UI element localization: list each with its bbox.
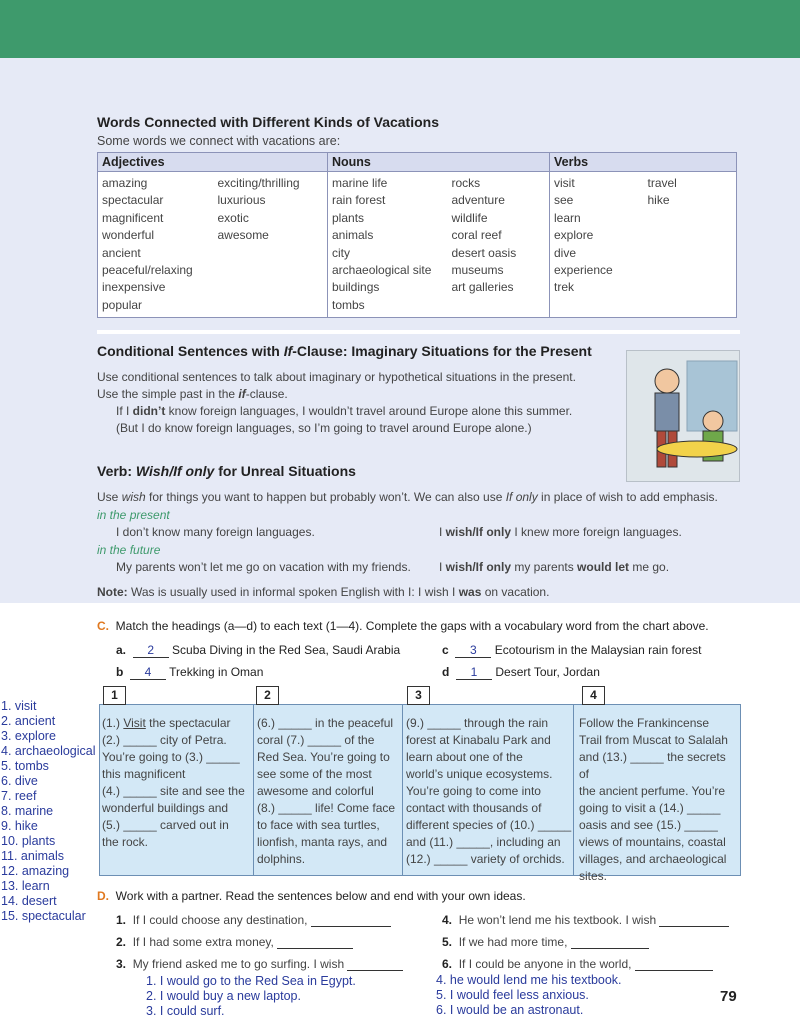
text-number-4: 4 — [582, 686, 605, 705]
handwritten-answers-list: 1. visit 2. ancient 3. explore 4. archaeological 5. tombs 6. dive 7. reef 8. marine 9. hike 10. plants 11. animals 12. amazing 13. learn 14. desert 15. spectacular — [1, 699, 96, 923]
top-banner — [0, 0, 800, 58]
vocab-table — [97, 152, 737, 318]
vocab-title: Words Connected with Different Kinds of Vacations — [97, 114, 439, 130]
wish-line-1: Use wish for things you want to happen but probably won’t. We can also use If only in place of wish to add emphasis. — [97, 490, 718, 504]
future-example-right: I wish/If only my parents would let me go. — [439, 560, 670, 574]
sentence-6: 6. If I could be anyone in the world, — [442, 957, 713, 971]
conditional-example-1: If I didn’t know foreign languages, I wouldn’t travel around Europe alone this summer. — [116, 404, 573, 418]
illustration-travelers — [626, 350, 740, 482]
section-divider — [97, 330, 740, 334]
header-adjectives: Adjectives — [98, 153, 328, 172]
future-label: in the future — [97, 543, 161, 557]
sentence-4: 4. He won’t lend me his textbook. I wish — [442, 913, 729, 927]
conditional-example-2: (But I do know foreign languages, so I’m going to travel around Europe alone.) — [116, 421, 532, 435]
exercise-d-instruction: D. Work with a partner. Read the sentences below and end with your own ideas. — [97, 889, 526, 903]
text-number-2: 2 — [256, 686, 279, 705]
heading-d: d 1 Desert Tour, Jordan — [442, 665, 600, 679]
answer-a[interactable]: 2 — [133, 643, 169, 658]
heading-c: c 3 Ecotourism in the Malaysian rain forest — [442, 643, 702, 657]
verbs-col-1: visit see learn explore dive experience trek — [550, 172, 644, 318]
header-verbs: Verbs — [550, 153, 737, 172]
conditional-line-1: Use conditional sentences to talk about imaginary or hypothetical situations in the present. — [97, 370, 576, 384]
sentence-3: 3. My friend asked me to go surfing. I wish — [116, 957, 403, 971]
nouns-col-1: marine life rain forest plants animals city archaeological site buildings tombs — [328, 172, 448, 318]
handwritten-answers-left: 1. I would go to the Red Sea in Egypt. 2. I would buy a new laptop. 3. I could surf. — [146, 974, 356, 1018]
verbs-col-2: travel hike — [644, 172, 737, 318]
exercise-c-instruction: C. Match the headings (a—d) to each text (1—4). Complete the gaps with a vocabulary word from the chart above. — [97, 619, 709, 633]
sentence-5: 5. If we had more time, — [442, 935, 649, 949]
page-number: 79 — [720, 988, 737, 1005]
answer-d[interactable]: 1 — [456, 665, 492, 680]
conditional-title: Conditional Sentences with If-Clause: Imaginary Situations for the Present — [97, 343, 592, 359]
future-example-left: My parents won’t let me go on vacation with my friends. — [116, 560, 411, 574]
text-3: (9.) _____ through the rain forest at Kinabalu Park and learn about one of the world’s unique ecosystems. You’re going to come into contact with thousands of different species of (10.) _____ and (11.) _____, including an (12.) _____ variety of orchids. — [406, 716, 572, 866]
text-number-1: 1 — [103, 686, 126, 705]
header-nouns: Nouns — [328, 153, 550, 172]
text-number-3: 3 — [407, 686, 430, 705]
present-example-left: I don’t know many foreign languages. — [116, 525, 315, 539]
heading-a: a. 2 Scuba Diving in the Red Sea, Saudi Arabia — [116, 643, 401, 657]
present-label: in the present — [97, 508, 170, 522]
texts-box — [99, 704, 741, 883]
answer-c[interactable]: 3 — [455, 643, 491, 658]
sentence-1: 1. If I could choose any destination, — [116, 913, 391, 927]
vocab-intro: Some words we connect with vacations are: — [97, 134, 341, 148]
text-1: (1.) Visit the spectacular (2.) _____ city of Petra. You’re going to (3.) _____ this magnificent (4.) _____ site and see the wonderful buildings and (5.) _____ carved out in the rock. — [102, 716, 245, 849]
handwritten-answers-right: 4. he would lend me his textbook. 5. I would feel less anxious. 6. I would be an astronaut. — [436, 973, 622, 1017]
conditional-line-2: Use the simple past in the if-clause. — [97, 387, 288, 401]
wish-title: Verb: Wish/If only for Unreal Situations — [97, 463, 356, 479]
text-2: (6.) _____ in the peaceful coral (7.) _____ of the Red Sea. You’re going to see some of the most awesome and colorful (8.) _____ life! Come face to face with sea turtles, lionfish, manta rays, and dolphins. — [257, 716, 396, 866]
present-example-right: I wish/If only I knew more foreign languages. — [439, 525, 682, 539]
text-4: Follow the Frankincense Trail from Muscat to Salalah and (13.) _____ the secrets of the ancient perfume. You’re going to visit a (14.) _____ oasis and see (15.) _____ views of mountains, coastal villages, and archaeological sites. — [579, 716, 728, 883]
answer-b[interactable]: 4 — [130, 665, 166, 680]
heading-b: b 4 Trekking in Oman — [116, 665, 264, 679]
wish-note: Note: Was is usually used in informal spoken English with I: I wish I was on vacation. — [97, 585, 550, 599]
sentence-2: 2. If I had some extra money, — [116, 935, 353, 949]
adjectives-col-2: exciting/thrilling luxurious exotic awesome — [214, 172, 328, 318]
nouns-col-2: rocks adventure wildlife coral reef desert oasis museums art galleries — [448, 172, 550, 318]
adjectives-col-1: amazing spectacular magnificent wonderful ancient peaceful/relaxing inexpensive popular — [98, 172, 214, 318]
